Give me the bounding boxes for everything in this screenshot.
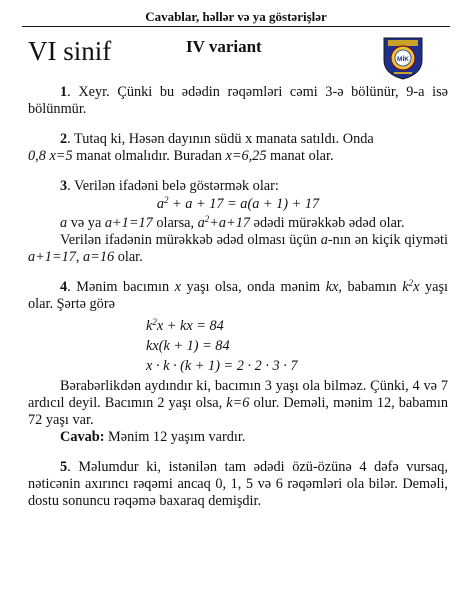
formula-4-3: x · k · (k + 1) = 2 · 2 · 3 · 7: [146, 358, 298, 374]
math-expr: a: [320, 232, 328, 248]
answer-text: manat olar.: [266, 148, 334, 164]
answer-2: [28, 131, 448, 165]
math-expr: x: [174, 279, 181, 295]
answer-text: olar.: [114, 249, 143, 265]
math-expr: a=16: [83, 249, 115, 265]
answer-4-cont: [28, 378, 448, 429]
formula-4-2: kx(k + 1) = 84: [146, 338, 230, 354]
answer-3-cont2: [28, 232, 448, 266]
math-expr: 0,8 x=5: [28, 148, 73, 164]
item-number: 2: [60, 131, 68, 147]
answers-body: [28, 84, 448, 510]
math-expr: a+1=17: [104, 215, 153, 231]
math-expr: x + kx = 84: [156, 318, 224, 334]
answer-text: . Tutaq ki, Həsən dayının südü x manata satıldı. Onda: [67, 131, 374, 147]
answer-text: , babamın: [338, 279, 403, 295]
answer-text: -nın ən kiçik qiyməti: [327, 232, 448, 248]
answer-text: Bərabərlikdən aydındır ki, bacımın 3 yaşı ola bilməz. Çünki, 4 və 7 ardıcıl deyil. Bacımın 2 yaşı olsa,: [28, 378, 448, 411]
answer-text: . Mənim bacımın: [67, 279, 175, 295]
math-expr: x=6,25: [225, 148, 267, 164]
formula-4-1: $k^2x$ + kx = 84: [146, 317, 224, 334]
answer-1: [28, 84, 448, 118]
answer-text: yaşı olsa, onda mənim: [180, 279, 326, 295]
answer-3-cont: a və ya a+1=17 olarsa, $a^2+a+17$ ədədi mürəkkəb ədəd olar.: [60, 214, 405, 231]
answer-text: ədədi mürəkkəb ədəd olar.: [250, 215, 405, 231]
answer-text: Mənim 12 yaşım vardır.: [104, 429, 246, 445]
answer-text: yaşı olar. Şərtə görə: [28, 279, 448, 312]
answer-5: [28, 459, 448, 510]
answer-text: olarsa,: [152, 215, 198, 231]
running-header: Cavablar, həllər və ya göstərişlər: [22, 8, 450, 27]
answer-text: . Məlumdur ki, istənilən tam ədədi özü-özünə 4 dəfə vursaq, nəticənin axırıncı rəqəmi ancaq 0, 1, 5 və 6 rəqəmləri ola bilər. Deməli, dostu sonuncu rəqəmə baxaraq demişdir.: [28, 459, 448, 509]
math-expr: x: [413, 279, 420, 295]
answer-4: 4. Mənim bacımın x yaşı olsa, onda mənim kx, babamın $k^2x$ yaşı olar. Şərtə görə: [28, 278, 448, 312]
answer-label: Cavab:: [60, 429, 105, 445]
answer-text: olur. Deməli, mənim 12, babamın 72 yaşı var.: [28, 395, 448, 428]
answer-text: . Xeyr. Çünki bu ədədin rəqəmləri cəmi 3-ə bölünür, 9-a isə bölünmür.: [28, 84, 448, 117]
item-number: 4: [60, 279, 68, 295]
math-expr: +a+17: [209, 215, 251, 231]
answer-text: Verilən ifadənin mürəkkəb ədəd olması üçün: [60, 232, 321, 248]
grade-title: VI sinif: [28, 36, 112, 66]
math-expr: a: [156, 196, 164, 212]
math-expr: k: [146, 318, 153, 334]
answer-text: ,: [75, 249, 84, 265]
math-expr: a+1=17: [28, 249, 76, 265]
math-expr: a: [197, 215, 205, 231]
math-expr: kx: [325, 279, 339, 295]
item-number: 3: [60, 178, 68, 194]
emblem-text: MİK: [397, 56, 409, 63]
math-expr: k=6: [226, 395, 250, 411]
item-number: 5: [60, 459, 68, 475]
variant-title: IV variant: [186, 37, 262, 56]
math-expr: k: [402, 279, 409, 295]
answer-3: [28, 178, 448, 195]
formula-3: $a^2 + a + 17 = a(a + 1) + 17$: [156, 195, 320, 212]
answer-text: və ya: [67, 215, 105, 231]
title-row: [28, 34, 448, 80]
answer-4-final: [28, 429, 448, 446]
item-number: 1: [60, 84, 68, 100]
math-expr: + a + 17 = a(a + 1) + 17: [168, 196, 320, 212]
school-emblem-icon: [380, 34, 426, 80]
answer-text: . Verilən ifadəni belə göstərmək olar:: [67, 178, 279, 194]
math-expr: a: [60, 215, 68, 231]
answer-text: manat olmalıdır. Buradan: [72, 148, 226, 164]
